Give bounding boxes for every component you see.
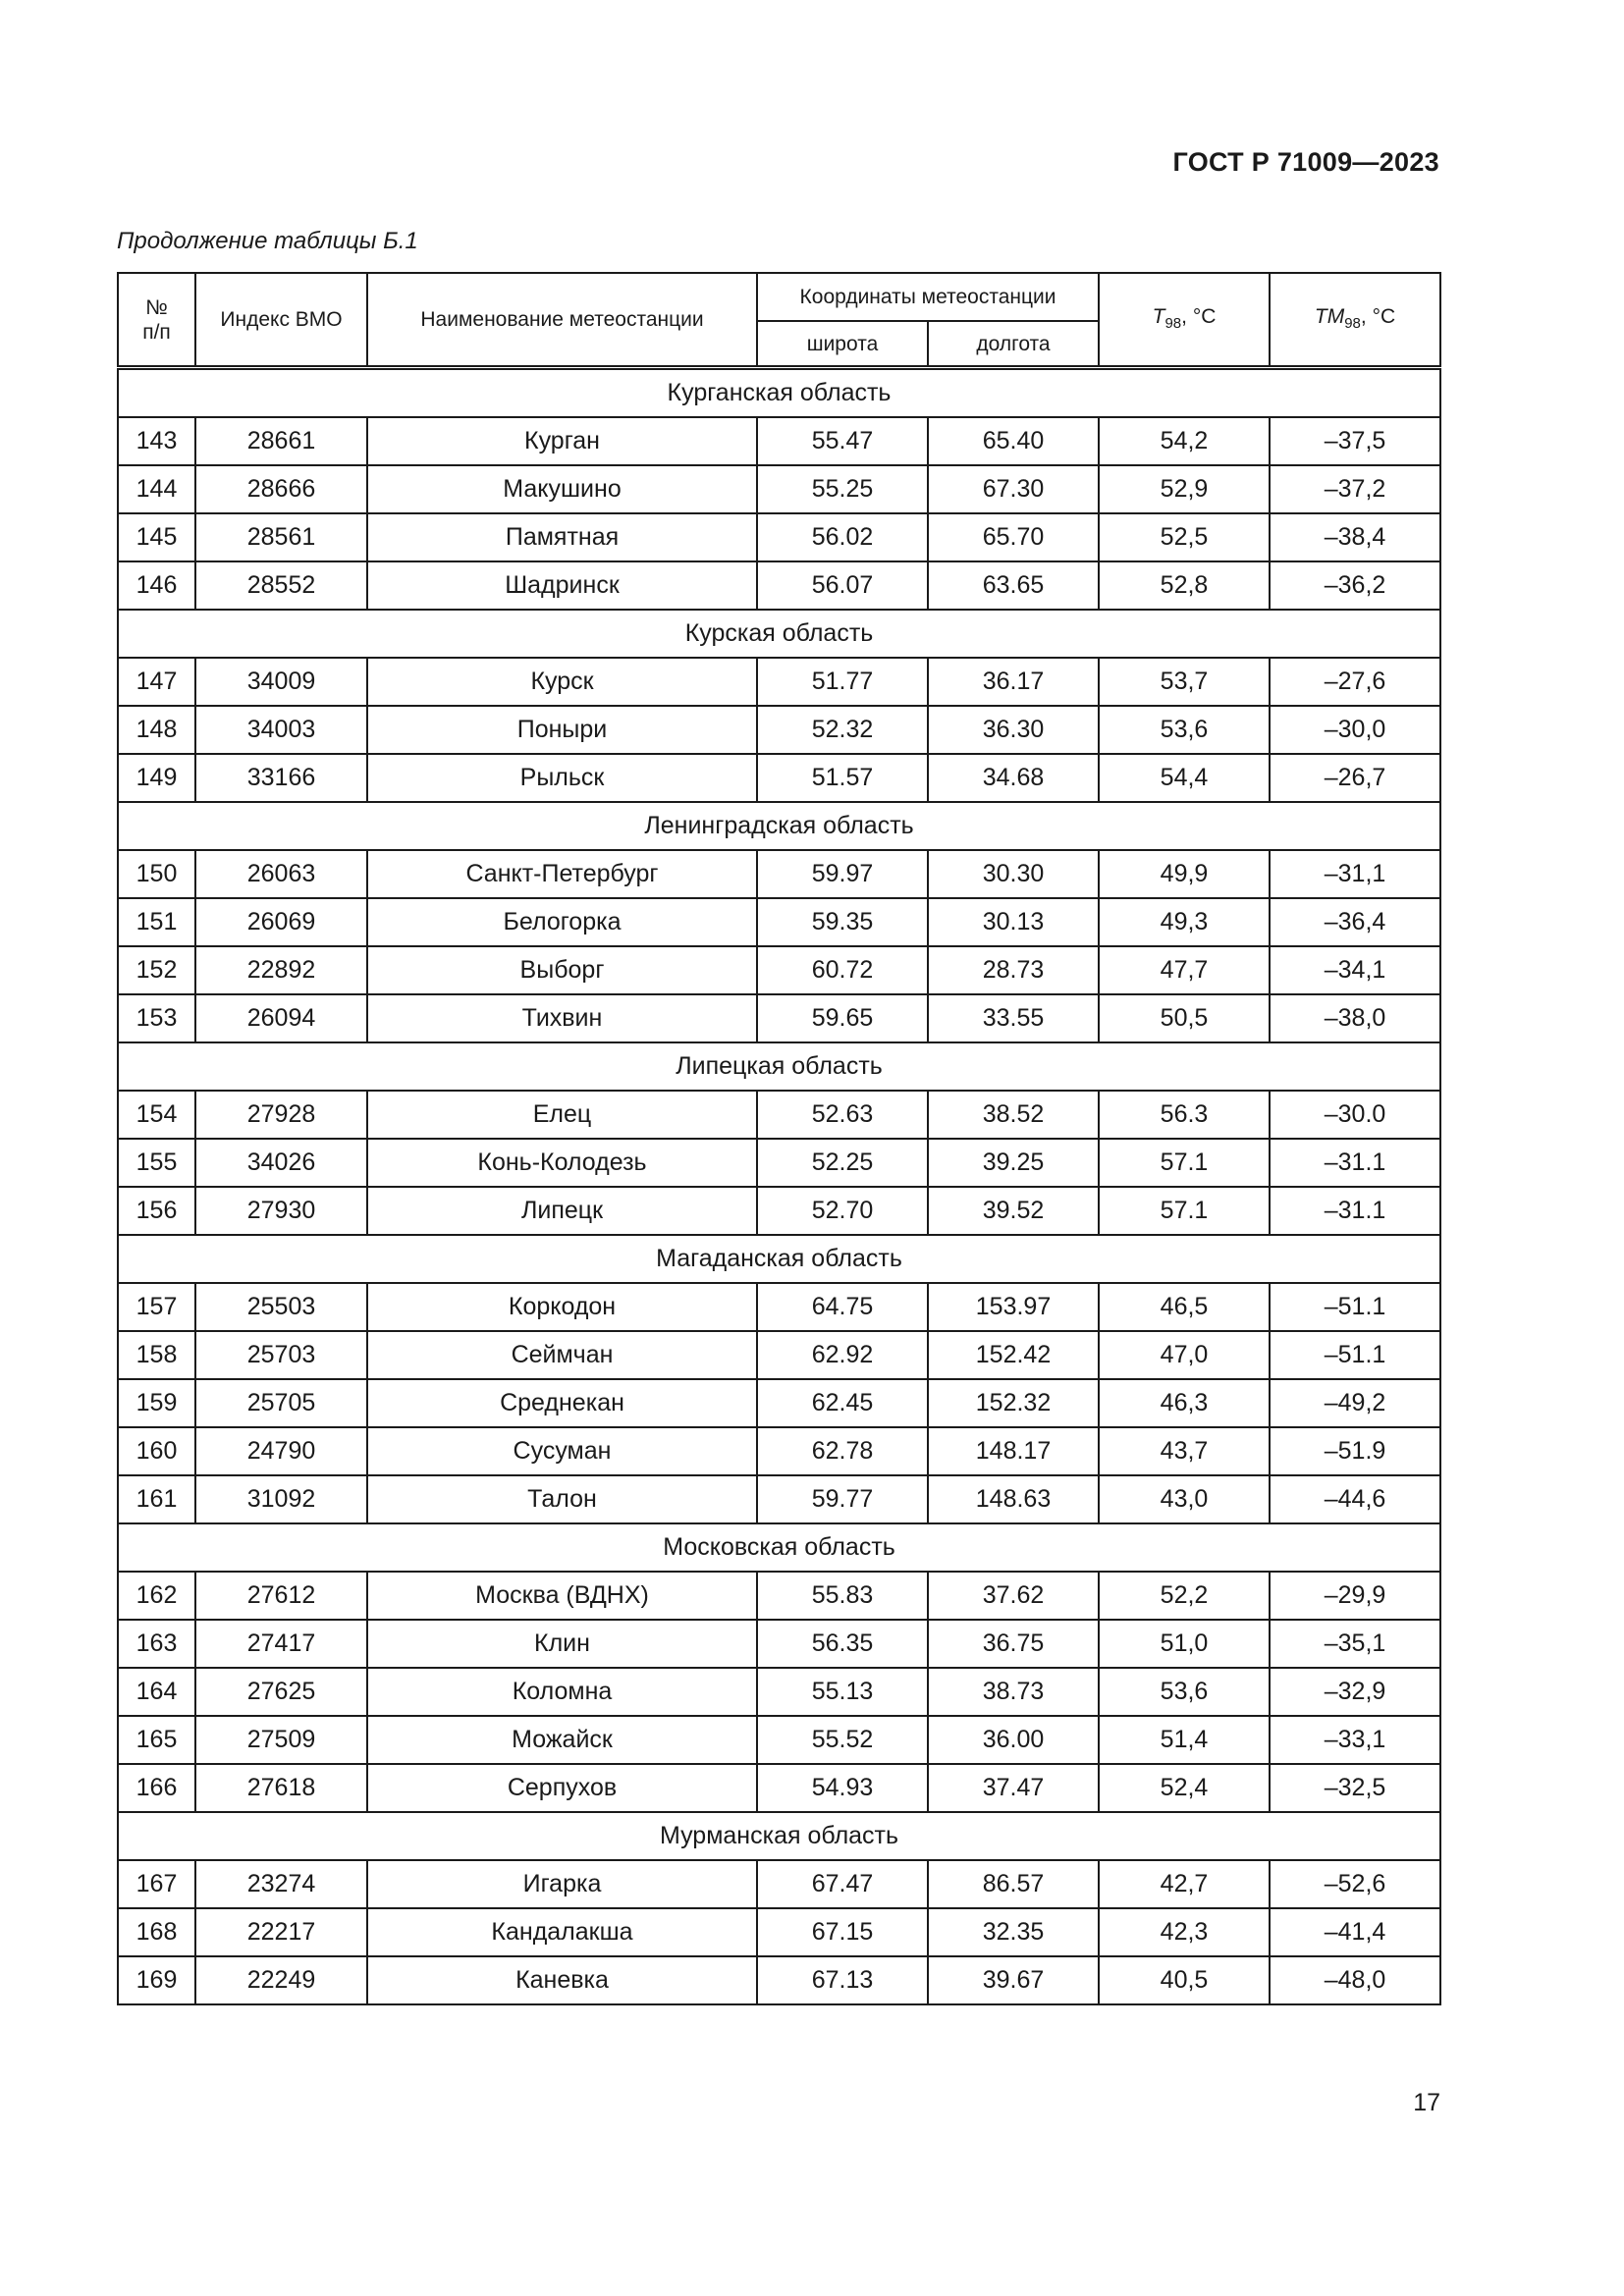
longitude: 32.35 <box>928 1908 1099 1956</box>
longitude: 86.57 <box>928 1860 1099 1908</box>
table-row <box>118 1572 1440 1620</box>
station-name: Клин <box>367 1620 757 1668</box>
wmo-index: 25503 <box>195 1283 367 1331</box>
latitude: 64.75 <box>757 1283 928 1331</box>
row-number: 165 <box>118 1716 195 1764</box>
station-name: Коркодон <box>367 1283 757 1331</box>
row-number: 159 <box>118 1379 195 1427</box>
table-row <box>118 417 1440 465</box>
region-row <box>118 1042 1440 1091</box>
station-name: Кандалакша <box>367 1908 757 1956</box>
tm98-value: –51.1 <box>1270 1283 1440 1331</box>
latitude: 55.83 <box>757 1572 928 1620</box>
tm98-value: –44,6 <box>1270 1475 1440 1523</box>
table-row <box>118 898 1440 946</box>
table-body <box>118 368 1440 2005</box>
longitude: 148.63 <box>928 1475 1099 1523</box>
tm98-value: –33,1 <box>1270 1716 1440 1764</box>
header-latitude: широта <box>757 321 928 368</box>
longitude: 39.25 <box>928 1139 1099 1187</box>
station-name: Санкт-Петербург <box>367 850 757 898</box>
latitude: 56.02 <box>757 513 928 561</box>
table-row <box>118 1427 1440 1475</box>
station-name: Шадринск <box>367 561 757 610</box>
table-row <box>118 850 1440 898</box>
t98-value: 47,7 <box>1099 946 1270 994</box>
tm98-value: –29,9 <box>1270 1572 1440 1620</box>
t98-value: 42,3 <box>1099 1908 1270 1956</box>
row-number: 167 <box>118 1860 195 1908</box>
wmo-index: 33166 <box>195 754 367 802</box>
latitude: 51.57 <box>757 754 928 802</box>
table-row <box>118 1860 1440 1908</box>
row-number: 155 <box>118 1139 195 1187</box>
table-row <box>118 1716 1440 1764</box>
wmo-index: 34003 <box>195 706 367 754</box>
longitude: 39.52 <box>928 1187 1099 1235</box>
region-name: Ленинградская область <box>118 802 1440 850</box>
tm98-value: –41,4 <box>1270 1908 1440 1956</box>
tm98-value: –31.1 <box>1270 1187 1440 1235</box>
t98-value: 43,7 <box>1099 1427 1270 1475</box>
region-name: Липецкая область <box>118 1042 1440 1091</box>
table-row <box>118 1620 1440 1668</box>
tm98-value: –51.1 <box>1270 1331 1440 1379</box>
longitude: 65.40 <box>928 417 1099 465</box>
row-number: 157 <box>118 1283 195 1331</box>
row-number: 163 <box>118 1620 195 1668</box>
wmo-index: 27417 <box>195 1620 367 1668</box>
table-row <box>118 994 1440 1042</box>
wmo-index: 22249 <box>195 1956 367 2004</box>
longitude: 152.42 <box>928 1331 1099 1379</box>
row-number: 145 <box>118 513 195 561</box>
station-name: Выборг <box>367 946 757 994</box>
region-row <box>118 1235 1440 1283</box>
latitude: 67.47 <box>757 1860 928 1908</box>
longitude: 63.65 <box>928 561 1099 610</box>
t98-value: 40,5 <box>1099 1956 1270 2004</box>
row-number: 160 <box>118 1427 195 1475</box>
region-row <box>118 1812 1440 1860</box>
tm98-value: –52,6 <box>1270 1860 1440 1908</box>
table-header <box>118 273 1440 368</box>
row-number: 146 <box>118 561 195 610</box>
t98-value: 49,9 <box>1099 850 1270 898</box>
t98-value: 42,7 <box>1099 1860 1270 1908</box>
wmo-index: 27612 <box>195 1572 367 1620</box>
latitude: 59.97 <box>757 850 928 898</box>
region-row <box>118 1523 1440 1572</box>
table-row <box>118 1956 1440 2004</box>
latitude: 55.13 <box>757 1668 928 1716</box>
station-name: Игарка <box>367 1860 757 1908</box>
row-number: 161 <box>118 1475 195 1523</box>
t98-value: 53,7 <box>1099 658 1270 706</box>
station-name: Липецк <box>367 1187 757 1235</box>
wmo-index: 27928 <box>195 1091 367 1139</box>
region-name: Курганская область <box>118 368 1440 418</box>
row-number: 169 <box>118 1956 195 2004</box>
tm98-value: –27,6 <box>1270 658 1440 706</box>
latitude: 56.07 <box>757 561 928 610</box>
longitude: 67.30 <box>928 465 1099 513</box>
region-name: Мурманская область <box>118 1812 1440 1860</box>
table-row <box>118 1331 1440 1379</box>
row-number: 148 <box>118 706 195 754</box>
latitude: 51.77 <box>757 658 928 706</box>
latitude: 59.35 <box>757 898 928 946</box>
t98-value: 53,6 <box>1099 1668 1270 1716</box>
wmo-index: 26094 <box>195 994 367 1042</box>
row-number: 143 <box>118 417 195 465</box>
region-row <box>118 802 1440 850</box>
tm98-value: –48,0 <box>1270 1956 1440 2004</box>
t98-value: 46,5 <box>1099 1283 1270 1331</box>
wmo-index: 24790 <box>195 1427 367 1475</box>
document-code: ГОСТ Р 71009—2023 <box>1172 147 1439 177</box>
header-coordinates: Координаты метеостанции <box>757 273 1099 321</box>
row-number: 156 <box>118 1187 195 1235</box>
table-row <box>118 1283 1440 1331</box>
longitude: 36.30 <box>928 706 1099 754</box>
station-name: Сусуман <box>367 1427 757 1475</box>
t98-value: 46,3 <box>1099 1379 1270 1427</box>
table-row <box>118 465 1440 513</box>
region-name: Магаданская область <box>118 1235 1440 1283</box>
table-row <box>118 561 1440 610</box>
row-number: 158 <box>118 1331 195 1379</box>
tm98-value: –30,0 <box>1270 706 1440 754</box>
table-row <box>118 1668 1440 1716</box>
t98-value: 52,9 <box>1099 465 1270 513</box>
t98-value: 53,6 <box>1099 706 1270 754</box>
tm98-value: –32,5 <box>1270 1764 1440 1812</box>
station-name: Конь-Колодезь <box>367 1139 757 1187</box>
t98-value: 52,8 <box>1099 561 1270 610</box>
latitude: 56.35 <box>757 1620 928 1668</box>
row-number: 151 <box>118 898 195 946</box>
station-name: Тихвин <box>367 994 757 1042</box>
tm98-value: –38,0 <box>1270 994 1440 1042</box>
table-row <box>118 706 1440 754</box>
wmo-index: 27509 <box>195 1716 367 1764</box>
table-row <box>118 754 1440 802</box>
station-name: Каневка <box>367 1956 757 2004</box>
table-row <box>118 658 1440 706</box>
wmo-index: 22892 <box>195 946 367 994</box>
wmo-index: 27930 <box>195 1187 367 1235</box>
longitude: 36.17 <box>928 658 1099 706</box>
page-number: 17 <box>1413 2089 1440 2116</box>
t98-value: 52,2 <box>1099 1572 1270 1620</box>
longitude: 152.32 <box>928 1379 1099 1427</box>
longitude: 38.73 <box>928 1668 1099 1716</box>
latitude: 62.45 <box>757 1379 928 1427</box>
tm98-value: –31.1 <box>1270 1139 1440 1187</box>
longitude: 38.52 <box>928 1091 1099 1139</box>
latitude: 67.13 <box>757 1956 928 2004</box>
table-row <box>118 1379 1440 1427</box>
wmo-index: 28552 <box>195 561 367 610</box>
latitude: 52.25 <box>757 1139 928 1187</box>
wmo-index: 28666 <box>195 465 367 513</box>
station-name: Макушино <box>367 465 757 513</box>
t98-value: 54,2 <box>1099 417 1270 465</box>
tm98-value: –37,2 <box>1270 465 1440 513</box>
station-name: Можайск <box>367 1716 757 1764</box>
station-name: Москва (ВДНХ) <box>367 1572 757 1620</box>
station-name: Памятная <box>367 513 757 561</box>
header-longitude: долгота <box>928 321 1099 368</box>
header-wmo-index: Индекс ВМО <box>195 273 367 368</box>
header-number: № п/п <box>118 273 195 368</box>
longitude: 65.70 <box>928 513 1099 561</box>
row-number: 168 <box>118 1908 195 1956</box>
tm98-value: –36,2 <box>1270 561 1440 610</box>
row-number: 153 <box>118 994 195 1042</box>
station-name: Поныри <box>367 706 757 754</box>
latitude: 55.47 <box>757 417 928 465</box>
longitude: 36.75 <box>928 1620 1099 1668</box>
wmo-index: 28661 <box>195 417 367 465</box>
station-name: Коломна <box>367 1668 757 1716</box>
wmo-index: 27618 <box>195 1764 367 1812</box>
row-number: 164 <box>118 1668 195 1716</box>
wmo-index: 31092 <box>195 1475 367 1523</box>
table-row <box>118 1091 1440 1139</box>
t98-value: 49,3 <box>1099 898 1270 946</box>
row-number: 147 <box>118 658 195 706</box>
tm98-value: –49,2 <box>1270 1379 1440 1427</box>
header-station-name: Наименование метеостанции <box>367 273 757 368</box>
longitude: 37.62 <box>928 1572 1099 1620</box>
longitude: 37.47 <box>928 1764 1099 1812</box>
longitude: 148.17 <box>928 1427 1099 1475</box>
station-name: Серпухов <box>367 1764 757 1812</box>
t98-value: 51,4 <box>1099 1716 1270 1764</box>
longitude: 33.55 <box>928 994 1099 1042</box>
t98-value: 51,0 <box>1099 1620 1270 1668</box>
station-name: Талон <box>367 1475 757 1523</box>
wmo-index: 26063 <box>195 850 367 898</box>
tm98-value: –34,1 <box>1270 946 1440 994</box>
tm98-value: –36,4 <box>1270 898 1440 946</box>
row-number: 162 <box>118 1572 195 1620</box>
latitude: 54.93 <box>757 1764 928 1812</box>
wmo-index: 22217 <box>195 1908 367 1956</box>
t98-value: 47,0 <box>1099 1331 1270 1379</box>
t98-value: 43,0 <box>1099 1475 1270 1523</box>
tm98-value: –26,7 <box>1270 754 1440 802</box>
station-name: Белогорка <box>367 898 757 946</box>
latitude: 55.52 <box>757 1716 928 1764</box>
t98-value: 54,4 <box>1099 754 1270 802</box>
longitude: 153.97 <box>928 1283 1099 1331</box>
header-tm98: $TM_{98}$, °С <box>1270 273 1440 368</box>
table-caption: Продолжение таблицы Б.1 <box>117 228 418 254</box>
region-row <box>118 368 1440 418</box>
table-row <box>118 1139 1440 1187</box>
table-row <box>118 946 1440 994</box>
longitude: 39.67 <box>928 1956 1099 2004</box>
longitude: 30.30 <box>928 850 1099 898</box>
latitude: 67.15 <box>757 1908 928 1956</box>
region-name: Курская область <box>118 610 1440 658</box>
row-number: 144 <box>118 465 195 513</box>
row-number: 154 <box>118 1091 195 1139</box>
row-number: 149 <box>118 754 195 802</box>
tm98-value: –31,1 <box>1270 850 1440 898</box>
wmo-index: 26069 <box>195 898 367 946</box>
latitude: 60.72 <box>757 946 928 994</box>
table-row <box>118 1908 1440 1956</box>
tm98-value: –51.9 <box>1270 1427 1440 1475</box>
latitude: 62.92 <box>757 1331 928 1379</box>
table-row <box>118 1475 1440 1523</box>
tm98-value: –37,5 <box>1270 417 1440 465</box>
longitude: 36.00 <box>928 1716 1099 1764</box>
latitude: 52.63 <box>757 1091 928 1139</box>
latitude: 62.78 <box>757 1427 928 1475</box>
row-number: 150 <box>118 850 195 898</box>
latitude: 55.25 <box>757 465 928 513</box>
t98-value: 57.1 <box>1099 1139 1270 1187</box>
wmo-index: 34026 <box>195 1139 367 1187</box>
wmo-index: 25705 <box>195 1379 367 1427</box>
station-name: Курск <box>367 658 757 706</box>
station-name: Сеймчан <box>367 1331 757 1379</box>
tm98-value: –32,9 <box>1270 1668 1440 1716</box>
header-t98: $T_{98}$, °С <box>1099 273 1270 368</box>
station-name: Рыльск <box>367 754 757 802</box>
t98-value: 52,5 <box>1099 513 1270 561</box>
region-row <box>118 610 1440 658</box>
wmo-index: 27625 <box>195 1668 367 1716</box>
wmo-index: 25703 <box>195 1331 367 1379</box>
t98-value: 50,5 <box>1099 994 1270 1042</box>
table-row <box>118 513 1440 561</box>
region-name: Московская область <box>118 1523 1440 1572</box>
tm98-value: –30.0 <box>1270 1091 1440 1139</box>
station-name: Елец <box>367 1091 757 1139</box>
longitude: 34.68 <box>928 754 1099 802</box>
latitude: 52.32 <box>757 706 928 754</box>
latitude: 52.70 <box>757 1187 928 1235</box>
row-number: 152 <box>118 946 195 994</box>
table-row <box>118 1187 1440 1235</box>
table-row <box>118 1764 1440 1812</box>
station-name: Курган <box>367 417 757 465</box>
stations-table <box>117 272 1441 2005</box>
wmo-index: 34009 <box>195 658 367 706</box>
longitude: 30.13 <box>928 898 1099 946</box>
wmo-index: 23274 <box>195 1860 367 1908</box>
tm98-value: –38,4 <box>1270 513 1440 561</box>
longitude: 28.73 <box>928 946 1099 994</box>
latitude: 59.77 <box>757 1475 928 1523</box>
row-number: 166 <box>118 1764 195 1812</box>
latitude: 59.65 <box>757 994 928 1042</box>
station-name: Среднекан <box>367 1379 757 1427</box>
t98-value: 56.3 <box>1099 1091 1270 1139</box>
wmo-index: 28561 <box>195 513 367 561</box>
tm98-value: –35,1 <box>1270 1620 1440 1668</box>
t98-value: 57.1 <box>1099 1187 1270 1235</box>
t98-value: 52,4 <box>1099 1764 1270 1812</box>
